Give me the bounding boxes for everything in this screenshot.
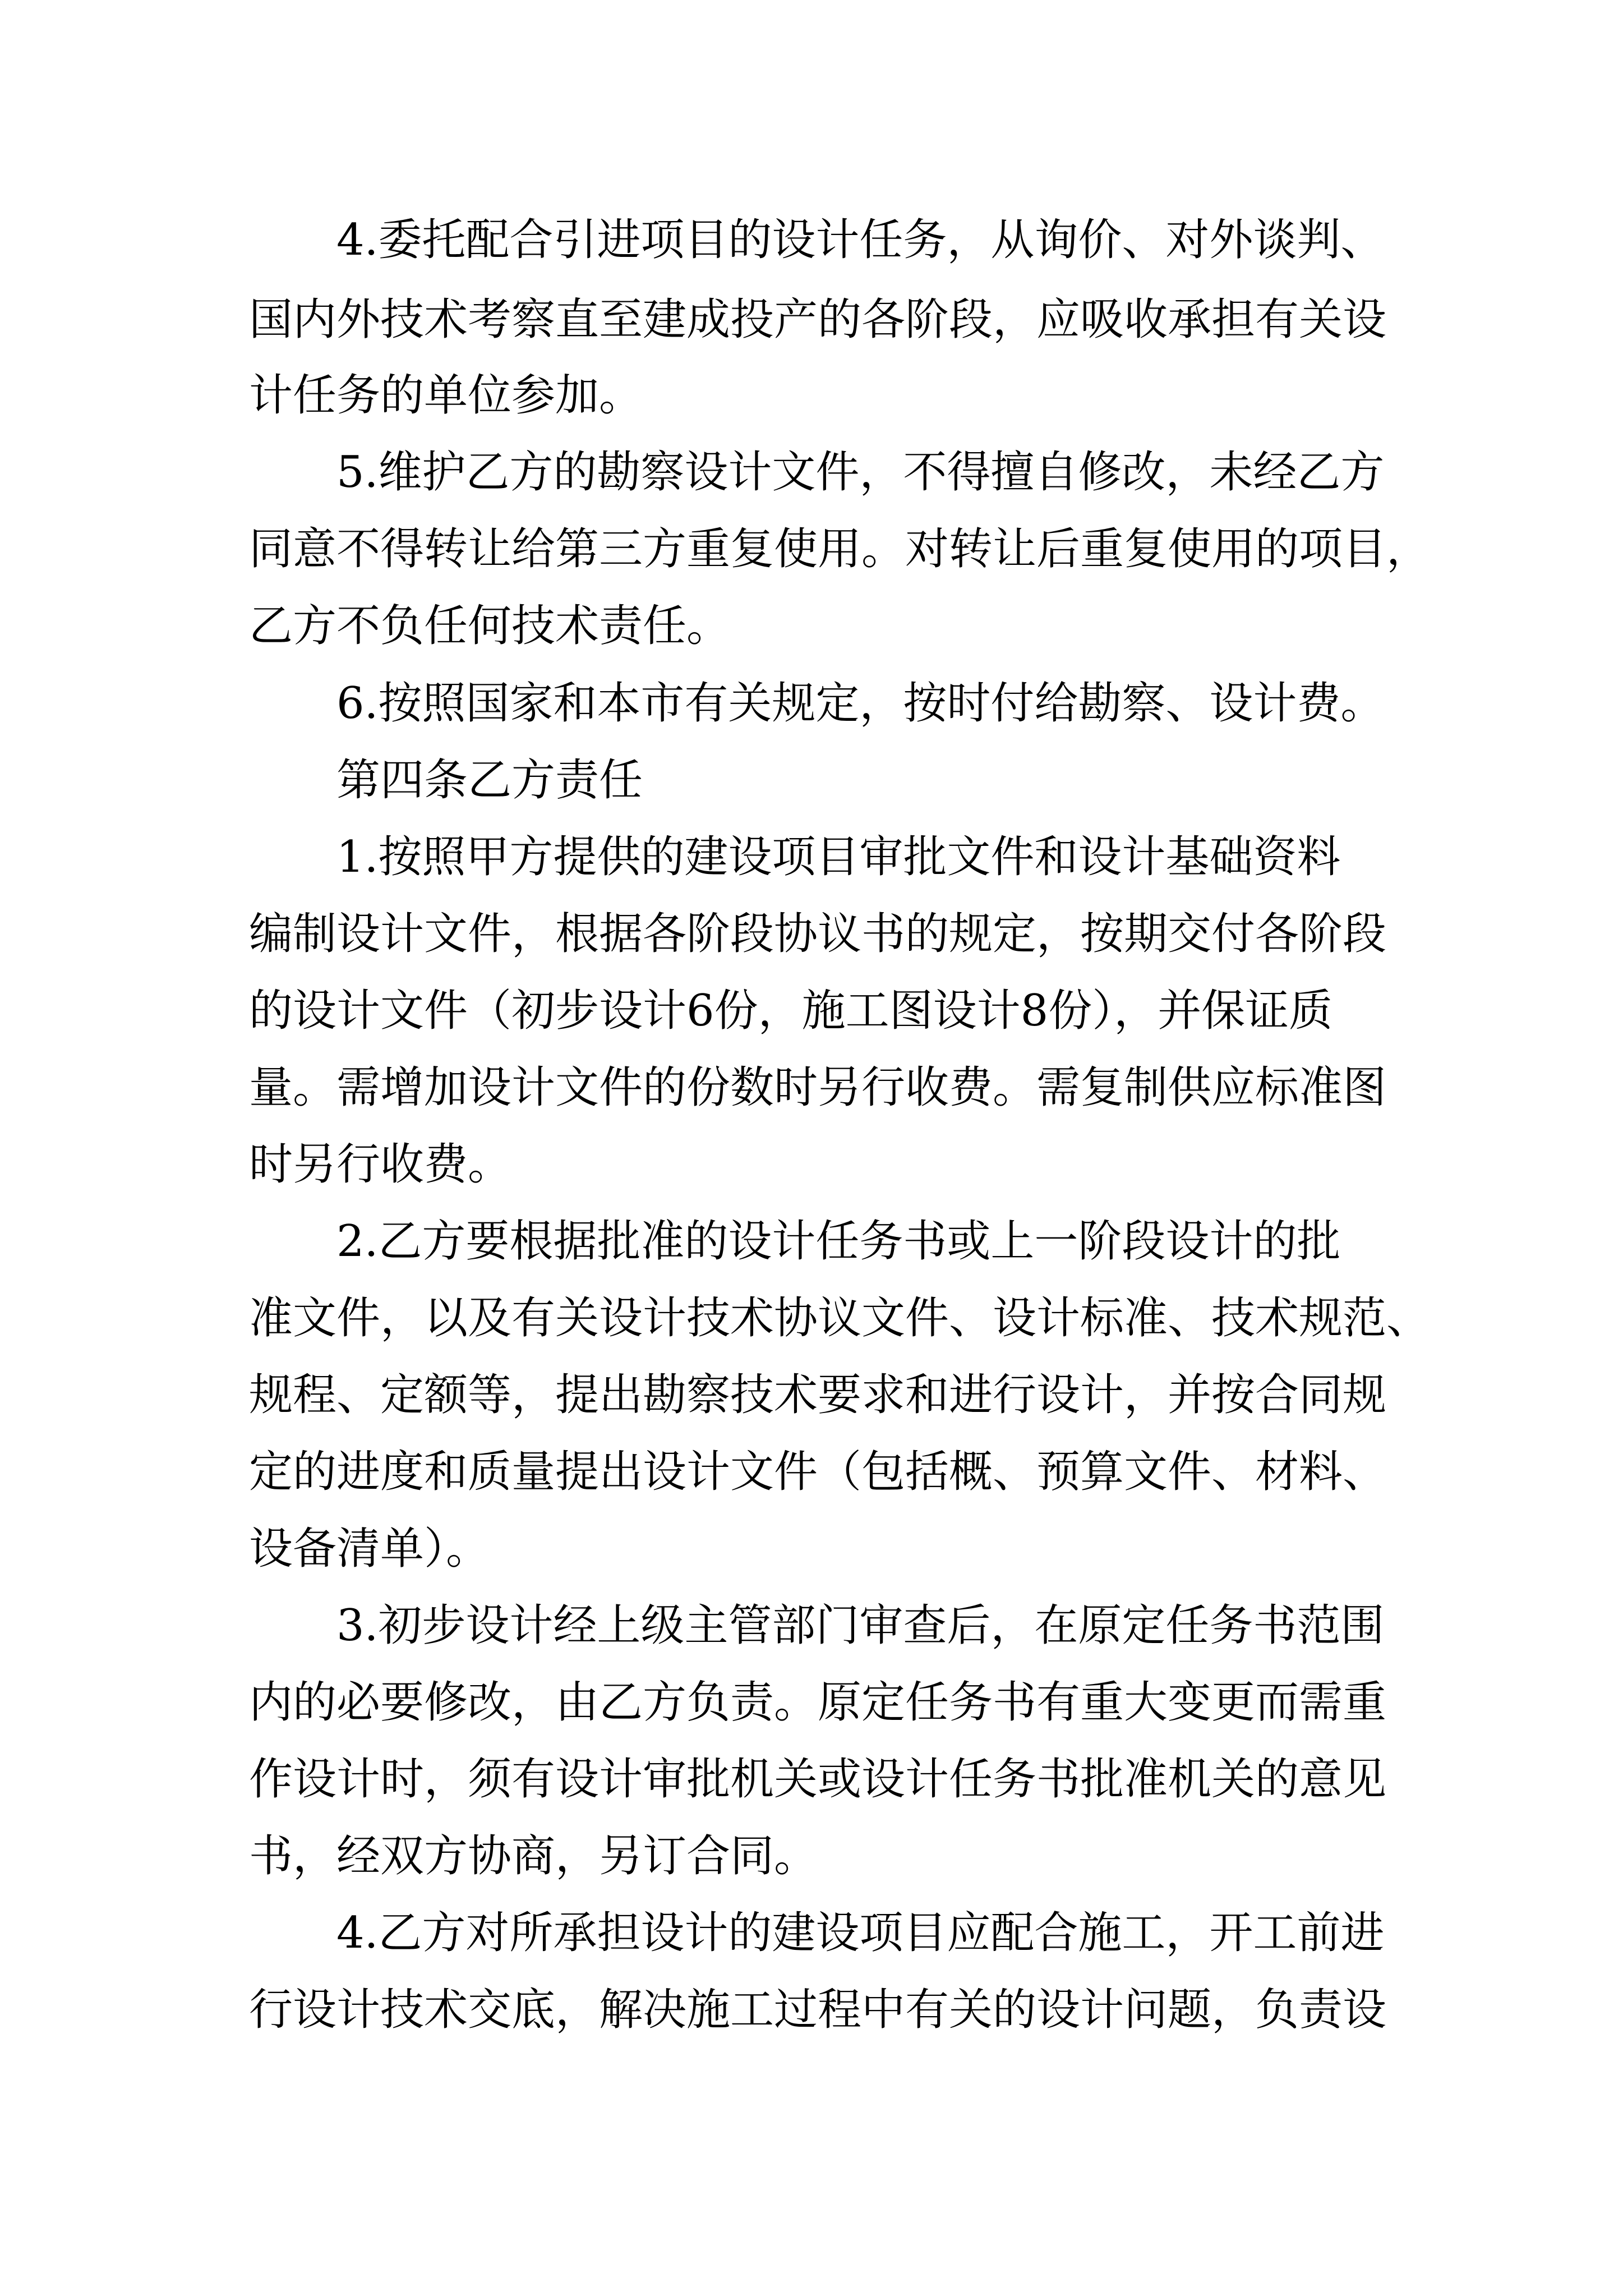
paragraph-5-line-3: 乙方不负任何技术责任。: [249, 601, 731, 651]
clause-4-line-2: 行设计技术交底，解决施工过程中有关的设计问题，负责设: [249, 1985, 1387, 2035]
clause-2-line-3: 规程、定额等，提出勘察技术要求和进行设计，并按合同规: [249, 1370, 1387, 1420]
clause-1-line-1: 1.按照甲方提供的建设项目审批文件和设计基础资料: [336, 832, 1341, 882]
clause-2-line-1: 2.乙方要根据批准的设计任务书或上一阶段设计的批: [336, 1216, 1341, 1267]
clause-3-line-4: 书，经双方协商，另订合同。: [249, 1831, 818, 1881]
clause-2-line-5: 设备清单）。: [249, 1524, 490, 1574]
clause-3-line-1: 3.初步设计经上级主管部门审查后，在原定任务书范围: [336, 1600, 1385, 1651]
clause-2-line-4: 定的进度和质量提出设计文件（包括概、预算文件、材料、: [249, 1447, 1387, 1497]
clause-3-line-2: 内的必要修改，由乙方负责。原定任务书有重大变更而需重: [249, 1677, 1387, 1728]
clause-1-line-5: 时另行收费。: [249, 1139, 512, 1190]
paragraph-4-line-3: 计任务的单位参加。: [249, 370, 643, 421]
clause-4-line-1: 4.乙方对所承担设计的建设项目应配合施工，开工前进: [336, 1908, 1385, 1958]
clause-1-line-2: 编制设计文件，根据各阶段协议书的规定，按期交付各阶段: [249, 909, 1387, 959]
clause-1-line-3: 的设计文件（初步设计6份，施工图设计8份），并保证质: [249, 986, 1333, 1036]
paragraph-6-line-1: 6.按照国家和本市有关规定，按时付给勘察、设计费。: [336, 678, 1385, 729]
clause-3-line-3: 作设计时，须有设计审批机关或设计任务书批准机关的意见: [249, 1754, 1387, 1805]
paragraph-5-line-2: 同意不得转让给第三方重复使用。对转让后重复使用的项目，: [249, 524, 1431, 574]
paragraph-4-line-1: 4.委托配合引进项目的设计任务，从询价、对外谈判、: [336, 215, 1385, 265]
clause-1-line-4: 量。需增加设计文件的份数时另行收费。需复制供应标准图: [249, 1062, 1387, 1113]
section-heading: 第四条乙方责任: [336, 755, 643, 806]
clause-2-line-2: 准文件，以及有关设计技术协议文件、设计标准、技术规范、: [249, 1293, 1431, 1343]
paragraph-5-line-1: 5.维护乙方的勘察设计文件，不得擅自修改，未经乙方: [336, 447, 1385, 498]
paragraph-4-line-2: 国内外技术考察直至建成投产的各阶段，应吸收承担有关设: [249, 295, 1387, 345]
